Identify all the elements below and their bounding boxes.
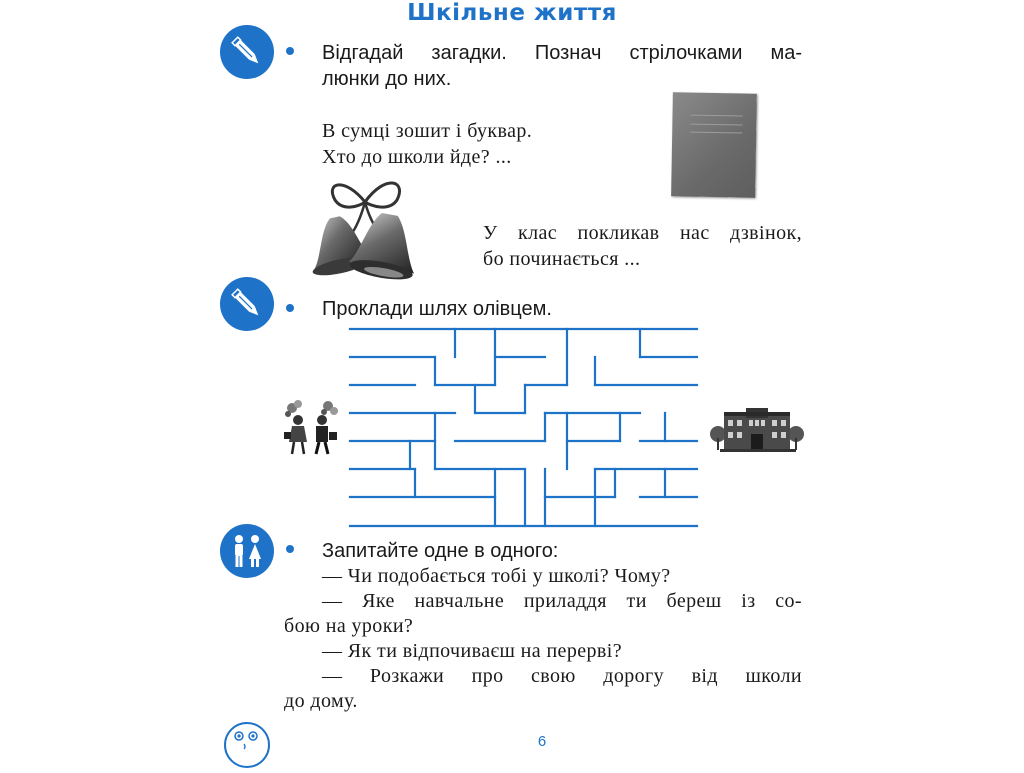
school-building-image <box>710 404 805 452</box>
children-walking-image <box>280 398 342 458</box>
question-4-line2: до дому. <box>284 690 358 712</box>
notebook-label-lines <box>690 115 742 141</box>
page-number: 6 <box>537 733 547 750</box>
school-bells-image <box>305 172 425 287</box>
pencil-icon <box>220 25 274 79</box>
riddle1-line1: В сумці зошит і буквар. <box>322 120 533 142</box>
children-pair-icon <box>220 524 274 578</box>
task1-instruction-line2: люнки до них. <box>322 68 452 90</box>
maze <box>345 326 701 532</box>
pencil-icon <box>220 277 274 331</box>
question-1: — Чи подобається тобі у школі? Чому? <box>322 565 671 587</box>
riddle2-line2: бо починається ... <box>483 248 641 270</box>
task3-instruction: Запитайте одне в одного: <box>322 540 559 562</box>
riddle2-line1: У клас покликав нас дзвінок, <box>483 222 802 244</box>
bullet-icon <box>286 545 294 553</box>
bullet-icon <box>286 47 294 55</box>
task2-instruction: Проклади шлях олівцем. <box>322 298 552 320</box>
question-3: — Як ти відпочиваєш на перерві? <box>322 640 622 662</box>
page-title: Шкільне життя <box>407 0 617 26</box>
notebook-image <box>671 92 757 197</box>
riddle1-line2: Хто до школи йде? ... <box>322 146 512 168</box>
question-4-line1: — Розкажи про свою дорогу від школи <box>322 665 802 687</box>
maze-lines <box>345 326 701 532</box>
question-2-line2: бою на уроки? <box>284 615 414 637</box>
question-2-line1: — Яке навчальне приладдя ти береш із со- <box>322 590 802 612</box>
task1-instruction-line1: Відгадай загадки. Познач стрілочками ма- <box>322 42 802 64</box>
bullet-icon <box>286 304 294 312</box>
